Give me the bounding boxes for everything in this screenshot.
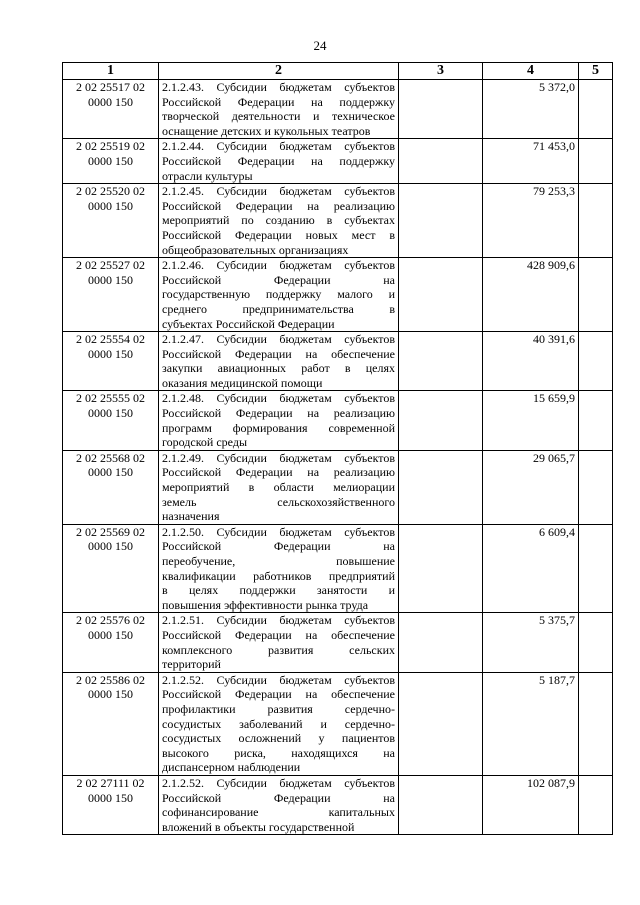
description-cell	[159, 391, 399, 450]
description-line: 2.1.2.44. Субсидии бюджетам субъектов	[162, 139, 395, 154]
description-line: отрасли культуры	[162, 168, 253, 183]
table-row	[63, 258, 613, 332]
description-line: 2.1.2.52. Субсидии бюджетам субъектов	[162, 775, 395, 790]
column-3-cell	[399, 80, 483, 139]
column-3-cell	[399, 184, 483, 258]
description-line: повышения эффективности рынка труда	[162, 597, 369, 612]
budget-code-line: 0000 150	[88, 346, 133, 361]
budget-code-line: 0000 150	[88, 406, 133, 421]
description-line: оказания медицинской помощи	[162, 375, 323, 390]
budget-code-cell	[63, 450, 159, 524]
table-row	[63, 139, 613, 184]
budget-code-cell	[63, 613, 159, 672]
budget-code-line: 2 02 25527 02	[76, 258, 145, 273]
description-line: Российской Федерации на	[162, 539, 395, 554]
description-line: творческой деятельности и техническое	[162, 109, 395, 124]
table-row	[63, 184, 613, 258]
description-line: переобучение, повышение	[162, 554, 395, 568]
description-line: мероприятий в области мелиорации	[162, 480, 395, 495]
budget-code-line: 2 02 27111 02	[76, 775, 145, 790]
description-cell	[159, 332, 399, 391]
column-5-cell	[579, 613, 613, 672]
budget-code-line: 0000 150	[88, 465, 133, 480]
column-5-cell	[579, 258, 613, 332]
description-cell	[159, 450, 399, 524]
description-line: общеобразовательных организациях	[162, 242, 349, 257]
description-line: 2.1.2.52. Субсидии бюджетам субъектов	[162, 672, 395, 687]
description-line: 2.1.2.47. Субсидии бюджетам субъектов	[162, 332, 395, 347]
column-5-cell	[579, 672, 613, 775]
description-line: комплексного развития сельских	[162, 642, 395, 657]
description-line: в целях поддержки занятости и	[162, 583, 395, 598]
amount-cell: 5 375,7	[483, 613, 579, 672]
budget-code-line: 0000 150	[88, 539, 133, 554]
description-cell	[159, 672, 399, 775]
description-line: 2.1.2.45. Субсидии бюджетам субъектов	[162, 184, 395, 199]
description-line: Российской Федерации на обеспечение	[162, 627, 395, 642]
table-row	[63, 672, 613, 775]
description-line: мероприятий по созданию в субъектах	[162, 213, 395, 228]
description-line: среднего предпринимательства в	[162, 301, 395, 316]
description-line: государственную поддержку малого и	[162, 287, 395, 302]
table-row	[63, 332, 613, 391]
budget-code-line: 2 02 25555 02	[76, 391, 145, 406]
column-5-cell	[579, 139, 613, 184]
table-row	[63, 775, 613, 834]
description-line: сосудистых заболеваний и сердечно-	[162, 716, 395, 731]
budget-code-cell	[63, 184, 159, 258]
amount-cell: 5 372,0	[483, 80, 579, 139]
description-line: высокого риска, находящихся на	[162, 745, 395, 760]
description-cell	[159, 258, 399, 332]
budget-code-line: 0000 150	[88, 94, 133, 109]
description-cell	[159, 80, 399, 139]
budget-code-line: 0000 150	[88, 153, 133, 168]
table-row	[63, 80, 613, 139]
description-line: программ формирования современной	[162, 420, 395, 435]
budget-code-line: 2 02 25519 02	[76, 139, 145, 154]
budget-code-line: 2 02 25517 02	[76, 80, 145, 94]
description-line: территорий	[162, 657, 221, 672]
table-row	[63, 450, 613, 524]
budget-code-line: 2 02 25554 02	[76, 332, 145, 347]
budget-code-line: 2 02 25569 02	[76, 524, 145, 539]
description-cell	[159, 613, 399, 672]
header-col-3: 3	[399, 63, 483, 80]
description-cell	[159, 524, 399, 613]
amount-cell: 15 659,9	[483, 391, 579, 450]
amount-cell: 102 087,9	[483, 775, 579, 834]
budget-code-line: 0000 150	[88, 198, 133, 213]
description-line: 2.1.2.50. Субсидии бюджетам субъектов	[162, 524, 395, 539]
description-line: квалификации работников предприятий	[162, 568, 395, 583]
budget-code-line: 2 02 25576 02	[76, 613, 145, 628]
column-3-cell	[399, 258, 483, 332]
amount-cell: 29 065,7	[483, 450, 579, 524]
amount-cell: 79 253,3	[483, 184, 579, 258]
description-cell	[159, 184, 399, 258]
description-line: Российской Федерации на поддержку	[162, 153, 395, 168]
column-3-cell	[399, 613, 483, 672]
budget-code-line: 0000 150	[88, 272, 133, 287]
budget-code-line: 0000 150	[88, 627, 133, 642]
description-cell	[159, 139, 399, 184]
amount-cell: 40 391,6	[483, 332, 579, 391]
description-line: земель сельскохозяйственного	[162, 494, 395, 509]
description-line: 2.1.2.49. Субсидии бюджетам субъектов	[162, 450, 395, 465]
description-line: городской среды	[162, 435, 248, 450]
budget-code-cell	[63, 524, 159, 613]
description-line: 2.1.2.48. Субсидии бюджетам субъектов	[162, 391, 395, 406]
description-line: вложений в объекты государственной	[162, 819, 355, 834]
column-3-cell	[399, 775, 483, 834]
budget-code-cell	[63, 672, 159, 775]
description-line: Российской Федерации на обеспечение	[162, 687, 395, 702]
description-line: Российской Федерации на реализацию	[162, 406, 395, 421]
description-line: диспансерном наблюдении	[162, 760, 301, 775]
budget-code-line: 0000 150	[88, 790, 133, 805]
description-line: 2.1.2.51. Субсидии бюджетам субъектов	[162, 613, 395, 628]
description-cell	[159, 775, 399, 834]
column-3-cell	[399, 450, 483, 524]
column-3-cell	[399, 524, 483, 613]
column-5-cell	[579, 332, 613, 391]
page-number: 24	[313, 38, 327, 53]
description-line: Российской Федерации на поддержку	[162, 94, 395, 109]
column-5-cell	[579, 524, 613, 613]
table-row	[63, 391, 613, 450]
amount-cell: 5 187,7	[483, 672, 579, 775]
description-line: 2.1.2.43. Субсидии бюджетам субъектов	[162, 80, 395, 94]
column-3-cell	[399, 672, 483, 775]
description-line: сосудистых осложнений у пациентов	[162, 731, 395, 746]
description-line: закупки авиационных работ в целях	[162, 361, 395, 376]
budget-code-cell	[63, 391, 159, 450]
header-col-2: 2	[159, 63, 399, 80]
description-line: Российской Федерации на реализацию	[162, 198, 395, 213]
column-5-cell	[579, 184, 613, 258]
column-5-cell	[579, 775, 613, 834]
column-3-cell	[399, 332, 483, 391]
column-3-cell	[399, 139, 483, 184]
description-line: оснащение детских и кукольных театров	[162, 123, 371, 138]
description-line: профилактики развития сердечно-	[162, 701, 395, 716]
table-row	[63, 613, 613, 672]
header-col-5: 5	[579, 63, 613, 80]
column-5-cell	[579, 80, 613, 139]
table-row	[63, 524, 613, 613]
amount-cell: 71 453,0	[483, 139, 579, 184]
description-line: Российской Федерации на	[162, 272, 395, 287]
table-header-row	[63, 63, 613, 80]
column-3-cell	[399, 391, 483, 450]
description-line: Российской Федерации на реализацию	[162, 465, 395, 480]
amount-cell: 428 909,6	[483, 258, 579, 332]
budget-code-cell	[63, 80, 159, 139]
column-5-cell	[579, 391, 613, 450]
budget-code-cell	[63, 775, 159, 834]
amount-cell: 6 609,4	[483, 524, 579, 613]
description-line: Российской Федерации на обеспечение	[162, 346, 395, 361]
budget-table	[62, 62, 613, 835]
column-5-cell	[579, 450, 613, 524]
description-line: софинансирование капитальных	[162, 805, 395, 820]
description-line: Российской Федерации на	[162, 790, 395, 805]
description-line: Российской Федерации новых мест в	[162, 227, 395, 242]
description-line: 2.1.2.46. Субсидии бюджетам субъектов	[162, 258, 395, 273]
budget-code-line: 0000 150	[88, 687, 133, 702]
header-col-4: 4	[483, 63, 579, 80]
budget-code-cell	[63, 139, 159, 184]
description-line: назначения	[162, 509, 220, 524]
budget-code-cell	[63, 332, 159, 391]
budget-code-cell	[63, 258, 159, 332]
table-body	[63, 80, 613, 835]
budget-code-line: 2 02 25520 02	[76, 184, 145, 199]
budget-code-line: 2 02 25586 02	[76, 672, 145, 687]
header-col-1: 1	[63, 63, 159, 80]
description-line: субъектах Российской Федерации	[162, 316, 335, 331]
budget-code-line: 2 02 25568 02	[76, 450, 145, 465]
